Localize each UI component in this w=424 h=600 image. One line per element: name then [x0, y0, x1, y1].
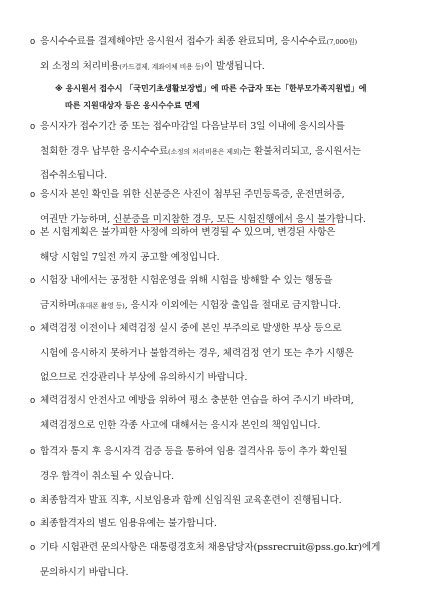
text-segment: 는 환불처리되고, 응시원서는 [241, 145, 361, 157]
notice-item [30, 30, 400, 79]
text-segment: 해당 시험일 7일전 까지 공고할 예정입니다. [40, 251, 220, 263]
notice-line [30, 269, 400, 294]
notice-item [30, 489, 400, 514]
notice-line [30, 342, 400, 367]
notice-line [30, 512, 400, 537]
text-segment: 시험장 내에서는 공정한 시험운영을 위해 시험을 방해할 수 있는 행동을 [40, 275, 333, 286]
bullet-icon: o [30, 324, 36, 334]
text-segment: 응시수수료를 결제해야만 응시원서 접수가 최종 완료되며, 응시수수료 [40, 36, 327, 47]
notice-item [30, 512, 400, 537]
text-segment: 최종합격자 발표 직후, 시보임용과 함께 신임직원 교육훈련이 진행됩니다. [40, 495, 342, 506]
notice-item [30, 440, 400, 489]
notice-line [30, 489, 400, 514]
text-segment: 여권만 가능하며, [40, 213, 114, 225]
notice-line [30, 440, 400, 465]
bullet-icon: o [30, 122, 36, 132]
notice-line [30, 414, 400, 439]
text-segment: 금지하며 [40, 299, 77, 311]
small-text-segment: (7,000원) [326, 38, 358, 46]
text-segment: 체력검정시 안전사고 예방을 위하여 평소 충분한 연습을 하여 주시기 바라며, [40, 395, 354, 406]
bullet-icon: o [30, 37, 36, 47]
text-segment: 없으므로 건강관리나 부상에 유의하시기 바랍니다. [40, 372, 248, 383]
notice-line [30, 30, 400, 55]
notice-line [30, 115, 400, 140]
text-segment: 합니다. [335, 213, 366, 225]
notice-item [30, 221, 400, 270]
text-segment: 경우 합격이 취소될 수 있습니다. [40, 470, 174, 482]
bullet-icon: o [30, 447, 36, 457]
text-segment: , 응시자 이외에는 시험장 출입을 절대로 금지합니다. [124, 299, 341, 311]
small-text-segment: (카드결제, 계좌이체 비용 등) [119, 62, 204, 71]
text-segment: 체력검정으로 인한 각종 사고에 대해서는 응시자 본인의 책임입니다. [40, 419, 321, 431]
text-segment: 기타 시험관련 문의사항은 대통령경호처 채용담당자(pssrecruit@pss.go.kr)에게 [40, 542, 381, 553]
notice-item [30, 389, 400, 438]
text-segment: 합격자 통지 후 응시자격 검증 등을 통하여 임용 결격사유 등이 추가 확인될 [40, 446, 348, 457]
text-segment: 본 시험계획은 불가피한 사정에 의하여 변경될 수 있으며, 변경된 사항은 [40, 227, 336, 238]
text-segment: 최종합격자의 별도 임용유예는 불가합니다. [40, 518, 217, 529]
text-segment: 체력검정 이전이나 체력검정 실시 중에 본인 부주의로 발생한 부상 등으로 [40, 323, 342, 334]
text-segment: 접수취소됩니다. [40, 170, 108, 181]
bullet-icon: o [30, 228, 36, 238]
notice-line [30, 140, 400, 165]
text-segment: 이 발생됩니다. [203, 60, 265, 72]
notice-item [30, 269, 400, 318]
bullet-icon: o [30, 276, 36, 286]
small-text-segment: (휴대폰 촬영 등) [76, 301, 125, 310]
notice-line [30, 183, 400, 208]
notice-line [30, 317, 400, 342]
notice-item [30, 115, 400, 189]
fee-exemption-note [55, 80, 395, 114]
text-segment: 문의하시기 바랍니다. [40, 566, 129, 578]
note-line: 따른 지원대상자 등은 응시수수료 면제 [65, 101, 200, 110]
text-segment: 응시자가 접수기간 중 또는 접수마감일 다음날부터 3일 이내에 응시의사를 [40, 121, 345, 132]
text-segment: 응시자 본인 확인을 위한 신분증은 사진이 첨부된 주민등록증, 운전면허증, [40, 189, 345, 200]
text-segment: 시험에 응시하지 못하거나 불합격하는 경우, 체력검정 연기 또는 추가 시행은 [40, 347, 354, 359]
bullet-icon: o [30, 496, 36, 506]
notice-line [30, 465, 400, 490]
bullet-icon: o [30, 190, 36, 200]
bullet-icon: o [30, 519, 36, 529]
underlined-text-segment: 신분증을 미지참한 경우, 모든 시험진행에서 응시 불가 [113, 213, 336, 225]
note-line: ※ 응시원서 접수시 「국민기초생활보장법」에 따른 수급자 또는「한부모가족지원법」에 [55, 84, 367, 93]
notice-item [30, 317, 400, 391]
notice-line [30, 246, 400, 271]
notice-line [30, 221, 400, 246]
notice-line [30, 55, 400, 80]
notice-line [30, 536, 400, 561]
small-text-segment: (소정의 처리비용은 제외) [168, 147, 242, 156]
notice-line [30, 294, 400, 319]
notice-line [30, 561, 400, 586]
text-segment: 외 소정의 처리비용 [40, 60, 120, 72]
bullet-icon: o [30, 396, 36, 406]
bullet-icon: o [30, 543, 36, 553]
notice-line [30, 389, 400, 414]
text-segment: 철회한 경우 납부한 응시수수료 [40, 145, 169, 157]
notice-item [30, 536, 400, 585]
notice-line [30, 366, 400, 391]
